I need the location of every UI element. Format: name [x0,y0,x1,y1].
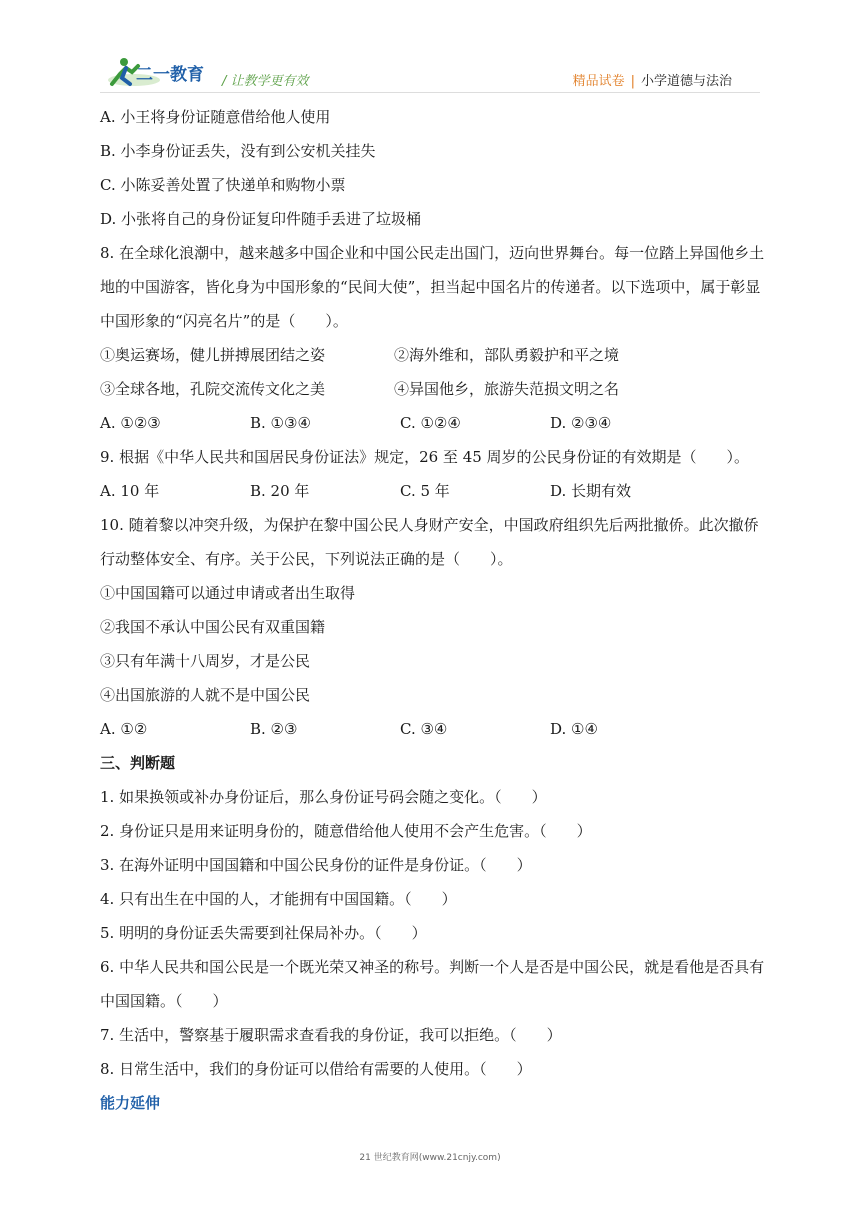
q7-option-b: B. 小李身份证丢失，没有到公安机关挂失 [100,142,376,160]
q10-item-4: ④出国旅游的人就不是中国公民 [100,686,311,704]
q10-item-2: ②我国不承认中国公民有双重国籍 [100,618,326,636]
q9-options [100,474,768,508]
q8-options [100,406,768,440]
section-title-ability: 能力延伸 [100,1094,161,1112]
q10-option-b: B. ②③ [250,720,298,738]
q8-items-row1 [100,338,768,372]
judgment-item-1: 1. 如果换领或补办身份证后，那么身份证号码会随之变化。（ ） [100,788,547,806]
q9-option-b: B. 20 年 [250,482,310,500]
page-footer: 21 世纪教育网(www.21cnjy.com) [359,1153,501,1163]
q10-option-a: A. ①② [100,720,148,738]
q8-option-c: C. ①②④ [400,414,461,432]
q7-option-a: A. 小王将身份证随意借给他人使用 [100,108,331,126]
q10-options [100,712,768,746]
page-content [100,100,768,1120]
q9-stem: 9. 根据《中华人民共和国居民身份证法》规定，26 至 45 周岁的公民身份证的有效期是（ ）。 [100,448,750,466]
q10-item-1: ①中国国籍可以通过申请或者出生取得 [100,584,356,602]
q9-option-c: C. 5 年 [400,482,450,500]
judgment-item-7: 7. 生活中，警察基于履职需求查看我的身份证，我可以拒绝。（ ） [100,1026,562,1044]
q9-option-d: D. 长期有效 [550,482,632,500]
section-title-judgment: 三、判断题 [100,754,176,772]
judgment-item-5: 5. 明明的身份证丢失需要到社保局补办。（ ） [100,924,427,942]
brand-name: 二一教育 [136,65,204,85]
q8-item-2: ②海外维和，部队勇毅护和平之境 [394,346,620,364]
q10-stem: 10. 随着黎以冲突升级，为保护在黎中国公民人身财产安全，中国政府组织先后两批撤侨。此次撤侨行动整体安全、有序。关于公民，下列说法正确的是（ ）。 [100,516,759,568]
header-separator: | [630,74,635,89]
q10-option-c: C. ③④ [400,720,448,738]
q8-item-4: ④异国他乡，旅游失范损文明之名 [394,380,620,398]
q8-option-b: B. ①③④ [250,414,311,432]
header-subject: 小学道德与法治 [640,74,732,89]
brand-slogan: / 让教学更有效 [222,74,309,89]
judgment-item-8: 8. 日常生活中，我们的身份证可以借给有需要的人使用。（ ） [100,1060,532,1078]
q8-option-d: D. ②③④ [550,414,612,432]
page-header [0,0,860,100]
header-right [573,70,732,89]
q8-item-1: ①奥运赛场，健儿拼搏展团结之姿 [100,346,326,364]
q9-option-a: A. 10 年 [100,482,160,500]
q8-item-3: ③全球各地，孔院交流传文化之美 [100,380,326,398]
judgment-item-4: 4. 只有出生在中国的人，才能拥有中国国籍。（ ） [100,890,457,908]
header-divider [100,92,760,93]
header-tag: 精品试卷 [572,74,625,89]
judgment-item-6: 6. 中华人民共和国公民是一个既光荣又神圣的称号。判断一个人是否是中国公民，就是看他是否具有中国国籍。（ ） [100,958,765,1010]
q8-stem: 8. 在全球化浪潮中，越来越多中国企业和中国公民走出国门，迈向世界舞台。每一位踏上异国他乡土地的中国游客，皆化身为中国形象的“民间大使”，担当起中国名片的传递者。以下选项中，属于彰显中国形象的“闪亮名片”的是（ ）。 [100,244,765,330]
judgment-item-3: 3. 在海外证明中国国籍和中国公民身份的证件是身份证。（ ） [100,856,532,874]
q10-item-3: ③只有年满十八周岁，才是公民 [100,652,311,670]
q10-option-d: D. ①④ [550,720,598,738]
q8-option-a: A. ①②③ [100,414,161,432]
q8-items-row2 [100,372,768,406]
q7-option-c: C. 小陈妥善处置了快递单和购物小票 [100,176,346,194]
judgment-item-2: 2. 身份证只是用来证明身份的，随意借给他人使用不会产生危害。（ ） [100,822,592,840]
q7-option-d: D. 小张将自己的身份证复印件随手丢进了垃圾桶 [100,210,422,228]
